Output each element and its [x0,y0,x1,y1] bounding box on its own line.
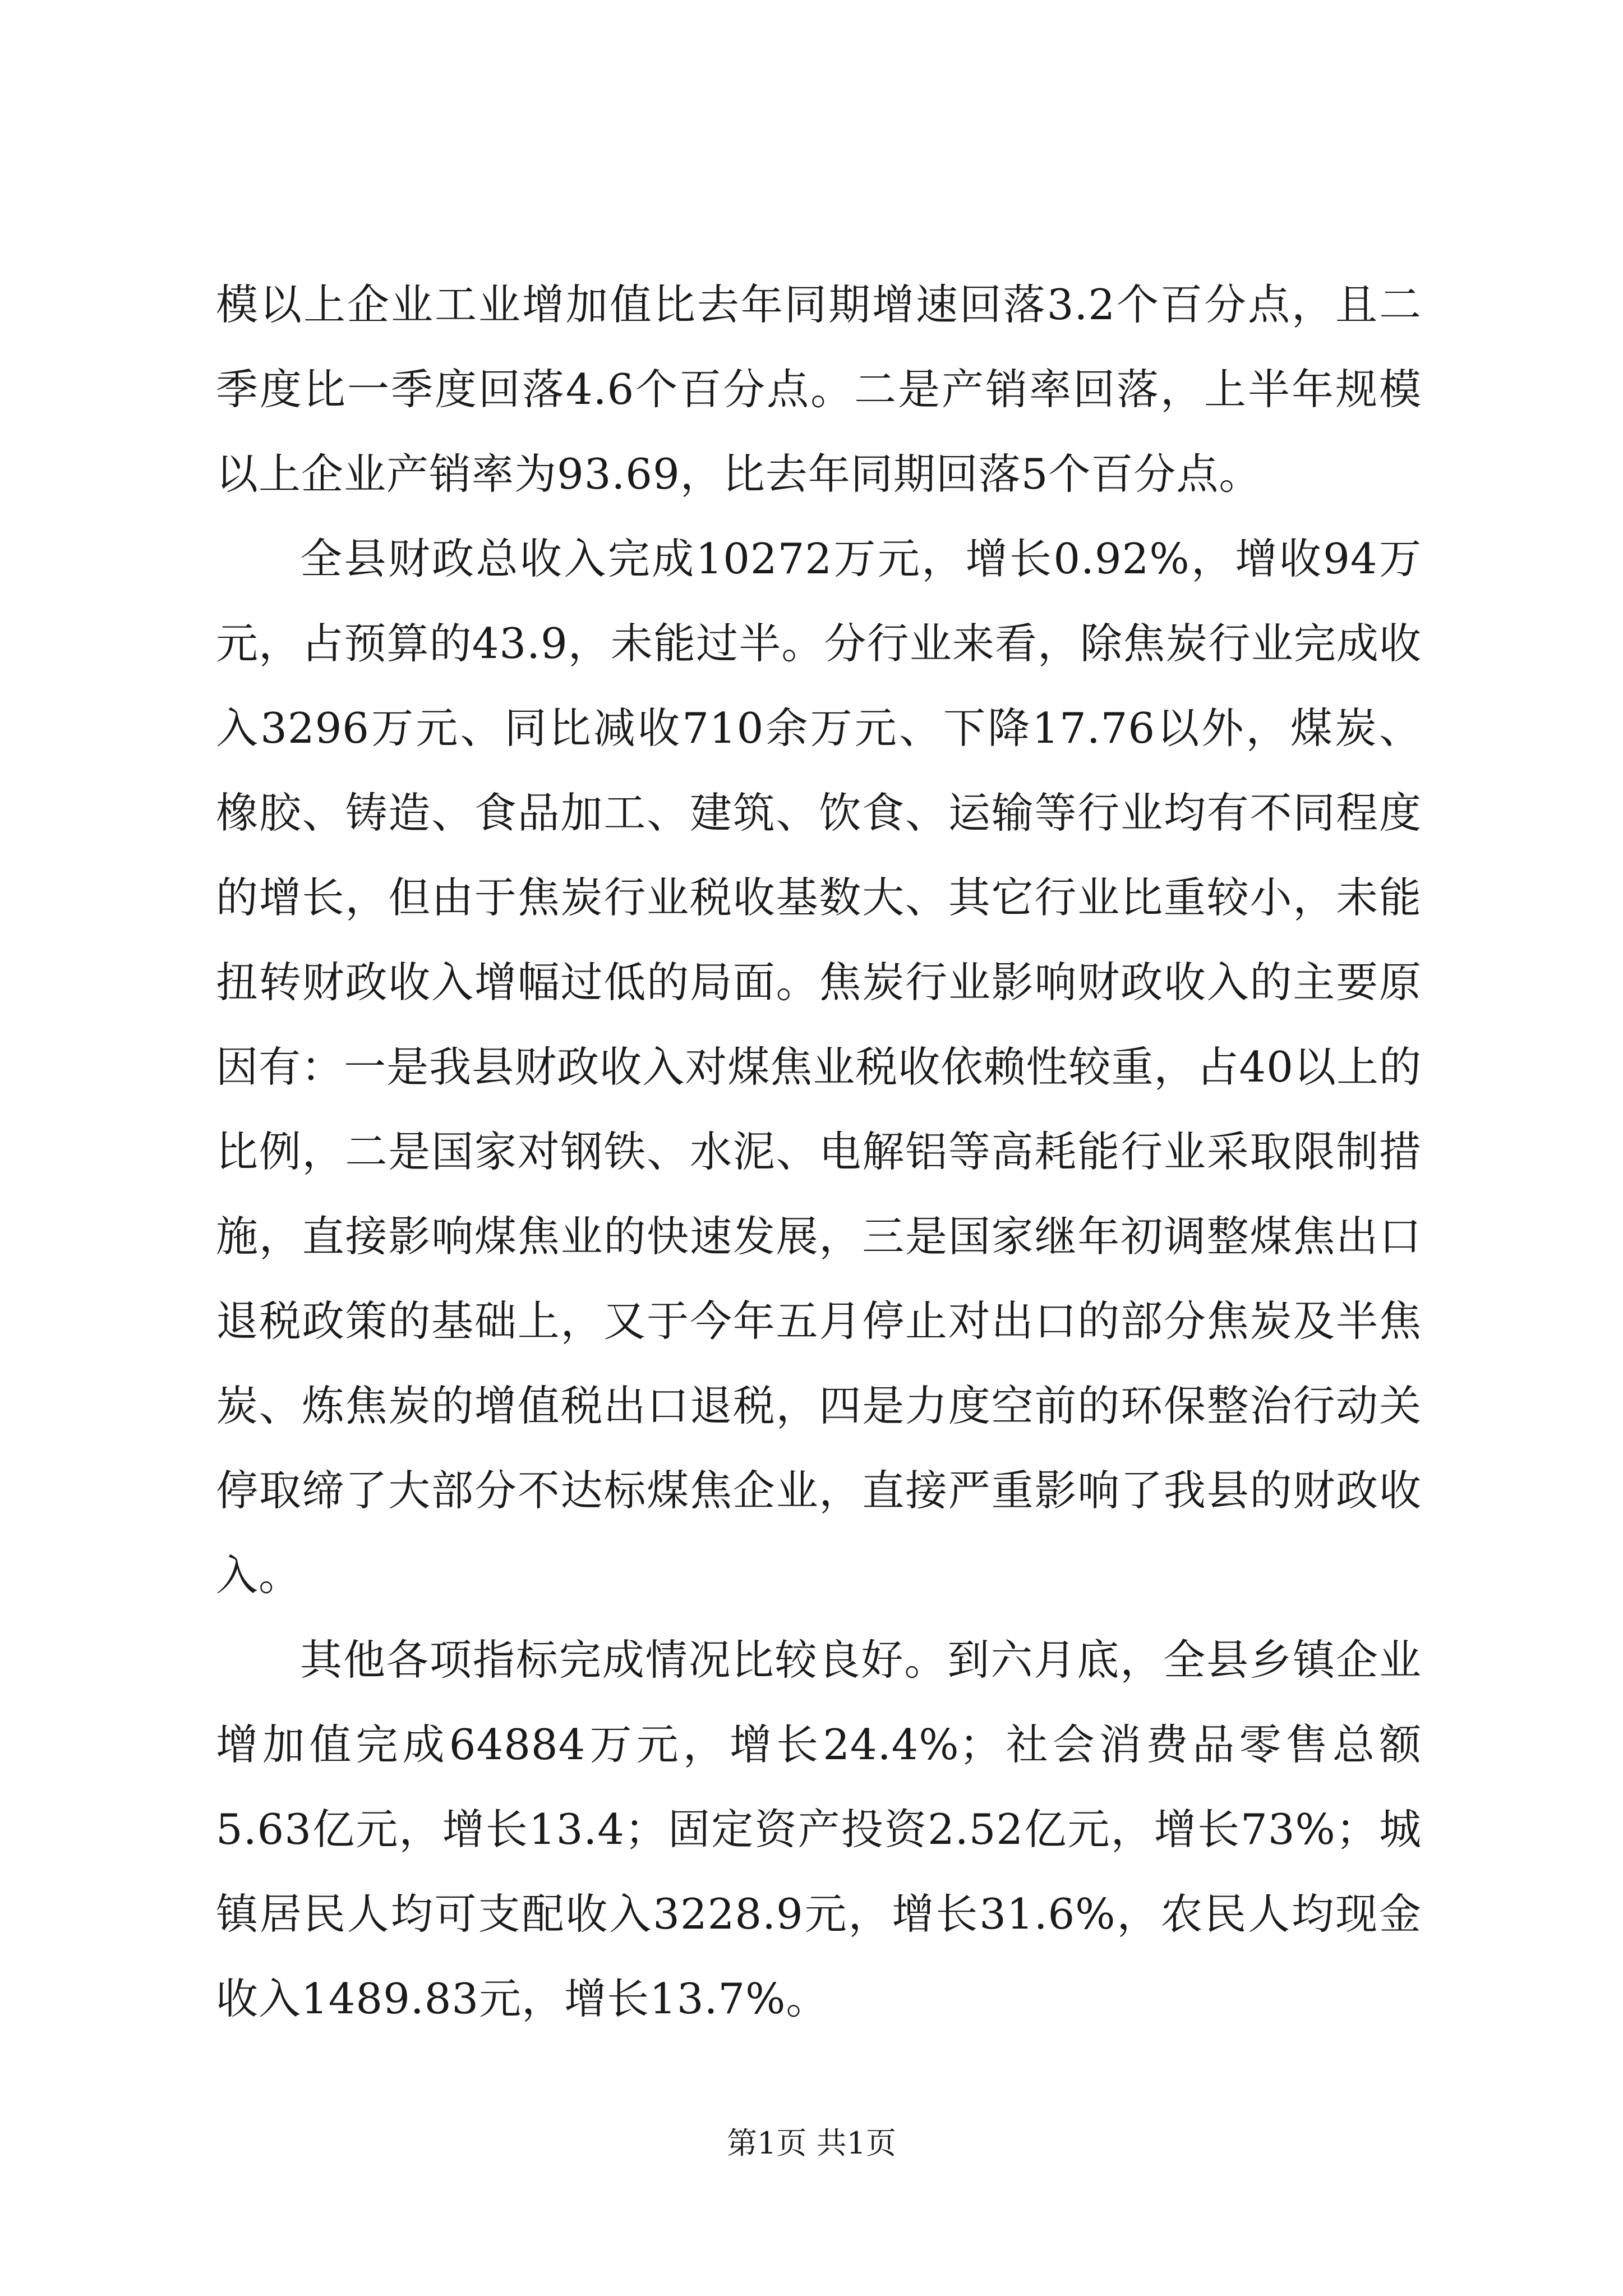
paragraph-1: 模以上企业工业增加值比去年同期增速回落3.2个百分点，且二季度比一季度回落4.6个百分点。二是产销率回落，上半年规模以上企业产销率为93.69，比去年同期回落5个百分点。 [216,280,1422,499]
paragraph-2: 全县财政总收入完成10272万元，增长0.92%，增收94万元，占预算的43.9，未能过半。分行业来看，除焦炭行业完成收入3296万元、同比减收710余万元、下降17.76以外，煤炭、橡胶、铸造、食品加工、建筑、饮食、运输等行业均有不同程度的增长，但由于焦炭行业税收基数大、其它行业比重较小，未能扭转财政收入增幅过低的局面。焦炭行业影响财政收入的主要原因有：一是我县财政收入对煤焦业税收依赖性较重，占40以上的比例，二是国家对钢铁、水泥、电解铝等高耗能行业采取限制措施，直接影响煤焦业的快速发展，三是国家继年初调整煤焦出口退税政策的基础上，又于今年五月停止对出口的部分焦炭及半焦炭、炼焦炭的增值税出口退税，四是力度空前的环保整治行动关停取缔了大部分不达标煤焦企业，直接严重影响了我县的财政收入。 [216,534,1422,1600]
document-body [216,263,1422,2041]
page-footer: 第1页 共1页 [727,2125,896,2161]
paragraph-3: 其他各项指标完成情况比较良好。到六月底，全县乡镇企业增加值完成64884万元，增长24.4%；社会消费品零售总额5.63亿元，增长13.4；固定资产投资2.52亿元，增长73%；城镇居民人均可支配收入3228.9元，增长31.6%，农民人均现金收入1489.83元，增长13.7%。 [216,1635,1422,2023]
